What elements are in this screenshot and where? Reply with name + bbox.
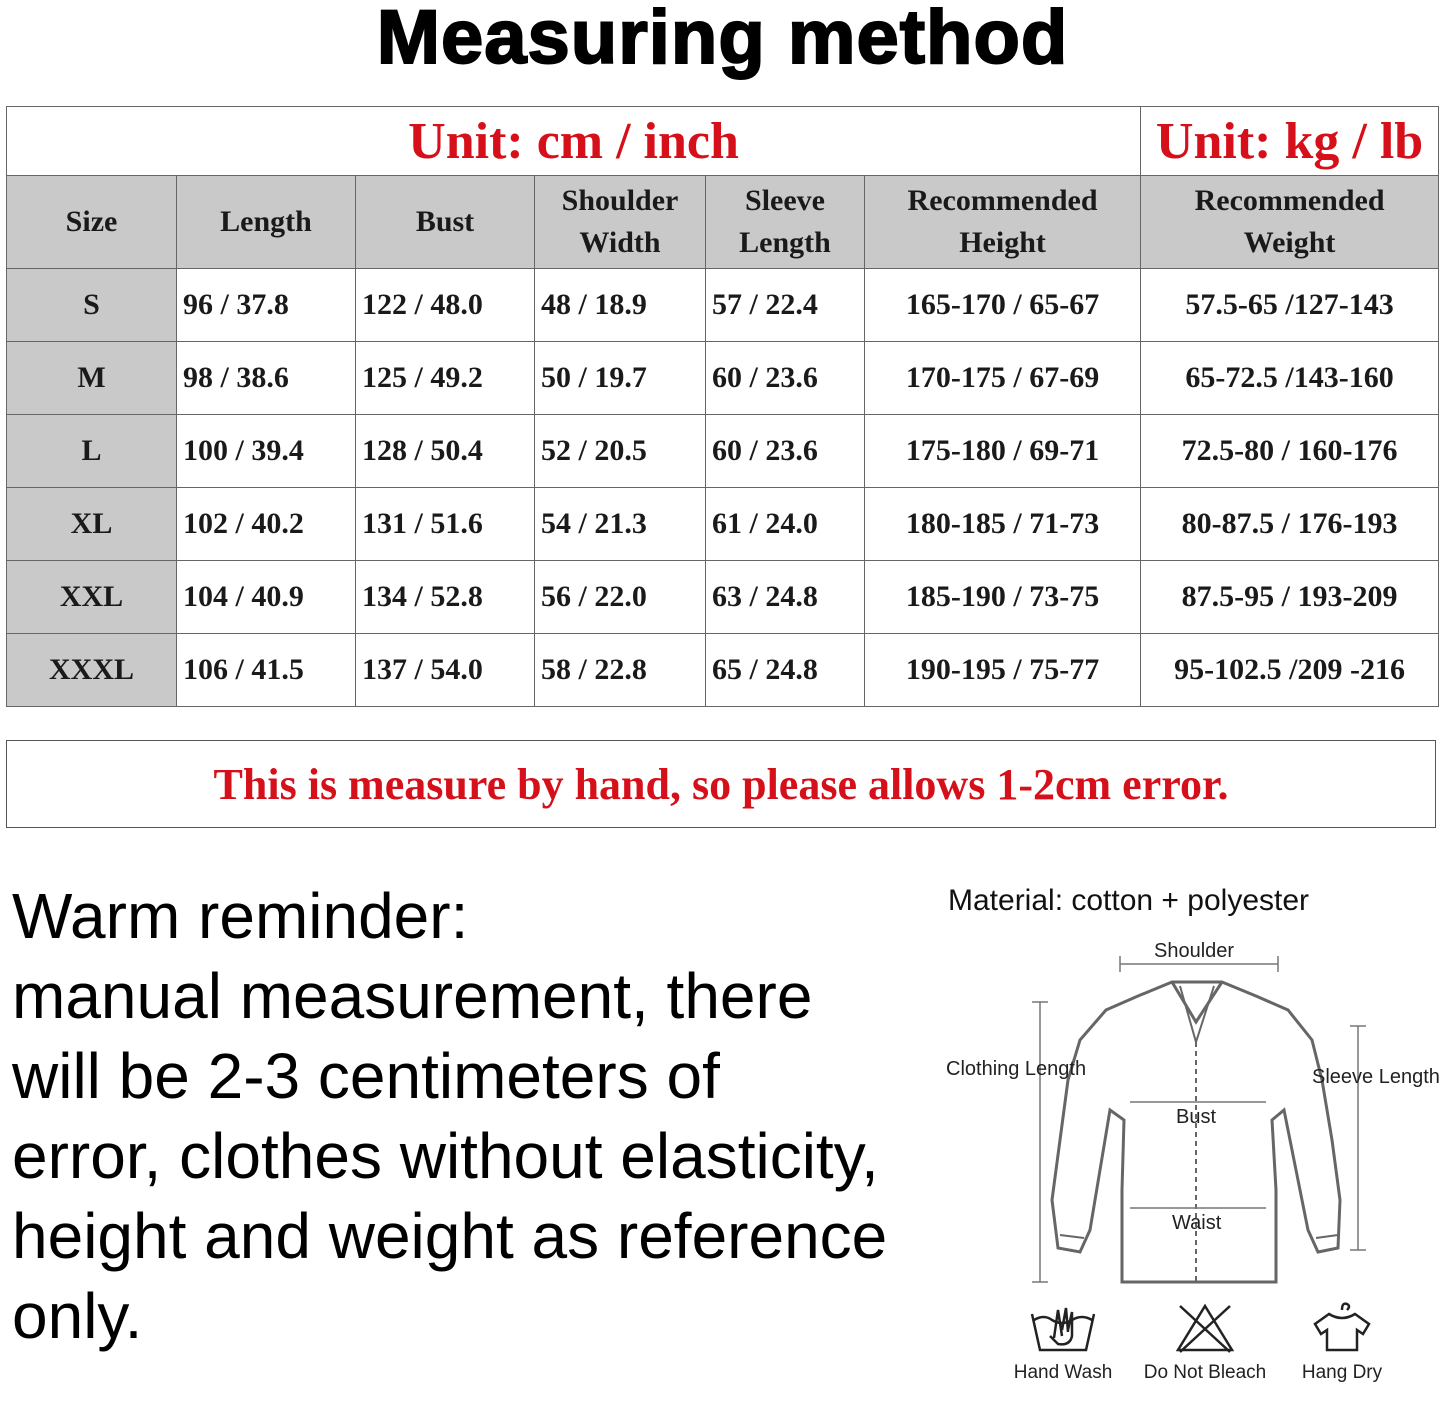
cell-length: 106 / 41.5 — [177, 634, 356, 707]
cell-length: 102 / 40.2 — [177, 488, 356, 561]
cell-size: M — [7, 342, 177, 415]
label-sleeve-length: Sleeve Length — [1312, 1066, 1440, 1088]
reminder-line: manual measurement, there — [12, 960, 813, 1032]
cell-bust: 125 / 49.2 — [356, 342, 535, 415]
reminder-line: error, clothes without elasticity, — [12, 1120, 879, 1192]
reminder-heading: Warm reminder: — [12, 880, 469, 952]
cell-shoulder: 56 / 22.0 — [535, 561, 706, 634]
cell-shoulder: 50 / 19.7 — [535, 342, 706, 415]
care-hand-wash — [1008, 1300, 1118, 1384]
size-table — [6, 106, 1439, 707]
header-length: Length — [177, 176, 356, 269]
cell-bust: 128 / 50.4 — [356, 415, 535, 488]
header-weight-line1: Recommended — [1194, 184, 1385, 217]
cell-length: 104 / 40.9 — [177, 561, 356, 634]
table-row — [7, 342, 1439, 415]
table-row — [7, 634, 1439, 707]
label-shoulder: Shoulder — [1154, 940, 1235, 962]
reminder-line: will be 2-3 centimeters of — [12, 1040, 720, 1112]
cell-shoulder: 48 / 18.9 — [535, 269, 706, 342]
label-bust: Bust — [1176, 1106, 1217, 1128]
cell-weight: 65-72.5 /143-160 — [1141, 342, 1439, 415]
cell-size: XXL — [7, 561, 177, 634]
cell-sleeve: 61 / 24.0 — [706, 488, 865, 561]
warm-reminder — [12, 876, 942, 1356]
cell-size: XL — [7, 488, 177, 561]
header-sleeve-line2: Length — [739, 226, 831, 259]
cell-length: 96 / 37.8 — [177, 269, 356, 342]
hang-dry-icon — [1307, 1300, 1377, 1356]
cell-bust: 122 / 48.0 — [356, 269, 535, 342]
care-label-do-not-bleach: Do Not Bleach — [1143, 1362, 1267, 1383]
cell-sleeve: 65 / 24.8 — [706, 634, 865, 707]
header-sleeve-length — [706, 176, 865, 269]
header-shoulder-line2: Width — [579, 226, 661, 259]
table-row — [7, 415, 1439, 488]
cell-sleeve: 63 / 24.8 — [706, 561, 865, 634]
cell-height: 185-190 / 73-75 — [865, 561, 1141, 634]
label-waist: Waist — [1172, 1212, 1222, 1234]
unit-weight-label: Unit: kg / lb — [1141, 107, 1439, 176]
measurement-note-text: This is measure by hand, so please allows 1-2cm error. — [213, 759, 1229, 809]
header-recommended-weight — [1141, 176, 1439, 269]
cell-height: 175-180 / 69-71 — [865, 415, 1141, 488]
cell-size: XXXL — [7, 634, 177, 707]
cell-length: 100 / 39.4 — [177, 415, 356, 488]
care-do-not-bleach — [1140, 1300, 1270, 1384]
measurement-note — [6, 740, 1436, 828]
cell-weight: 57.5-65 /127-143 — [1141, 269, 1439, 342]
cell-height: 170-175 / 67-69 — [865, 342, 1141, 415]
cell-bust: 137 / 54.0 — [356, 634, 535, 707]
cell-size: S — [7, 269, 177, 342]
shirt-diagram — [940, 930, 1445, 1300]
cell-length: 98 / 38.6 — [177, 342, 356, 415]
cell-height: 165-170 / 65-67 — [865, 269, 1141, 342]
cell-weight: 72.5-80 / 160-176 — [1141, 415, 1439, 488]
hand-wash-icon — [1028, 1300, 1098, 1356]
header-shoulder-line1: Shoulder — [561, 184, 679, 217]
cell-shoulder: 58 / 22.8 — [535, 634, 706, 707]
care-label-hand-wash: Hand Wash — [1013, 1362, 1113, 1383]
cell-height: 190-195 / 75-77 — [865, 634, 1141, 707]
header-shoulder-width — [535, 176, 706, 269]
cell-height: 180-185 / 71-73 — [865, 488, 1141, 561]
unit-length-label: Unit: cm / inch — [7, 107, 1141, 176]
table-row — [7, 561, 1439, 634]
cell-bust: 134 / 52.8 — [356, 561, 535, 634]
reminder-line: height and weight as reference — [12, 1200, 888, 1272]
cell-weight: 87.5-95 / 193-209 — [1141, 561, 1439, 634]
cell-shoulder: 54 / 21.3 — [535, 488, 706, 561]
cell-shoulder: 52 / 20.5 — [535, 415, 706, 488]
header-weight-line2: Weight — [1243, 226, 1336, 259]
do-not-bleach-icon — [1170, 1300, 1240, 1356]
material-label: Material: cotton + polyester — [948, 884, 1310, 917]
label-clothing-length: Clothing Length — [946, 1058, 1087, 1080]
header-size: Size — [7, 176, 177, 269]
header-recommended-height — [865, 176, 1141, 269]
table-row — [7, 488, 1439, 561]
care-label-hang-dry: Hang Dry — [1301, 1362, 1383, 1383]
header-bust: Bust — [356, 176, 535, 269]
page-title: Measuring method — [376, 0, 1069, 80]
care-hang-dry — [1292, 1300, 1392, 1384]
cell-sleeve: 60 / 23.6 — [706, 342, 865, 415]
cell-size: L — [7, 415, 177, 488]
cell-sleeve: 57 / 22.4 — [706, 269, 865, 342]
cell-sleeve: 60 / 23.6 — [706, 415, 865, 488]
table-row — [7, 269, 1439, 342]
cell-weight: 80-87.5 / 176-193 — [1141, 488, 1439, 561]
header-height-line2: Height — [959, 226, 1046, 259]
cell-bust: 131 / 51.6 — [356, 488, 535, 561]
reminder-line: only. — [12, 1280, 143, 1352]
header-height-line1: Recommended — [907, 184, 1098, 217]
header-sleeve-line1: Sleeve — [745, 184, 825, 217]
cell-weight: 95-102.5 /209 -216 — [1141, 634, 1439, 707]
table-header-row — [7, 176, 1439, 269]
unit-row — [7, 107, 1439, 176]
